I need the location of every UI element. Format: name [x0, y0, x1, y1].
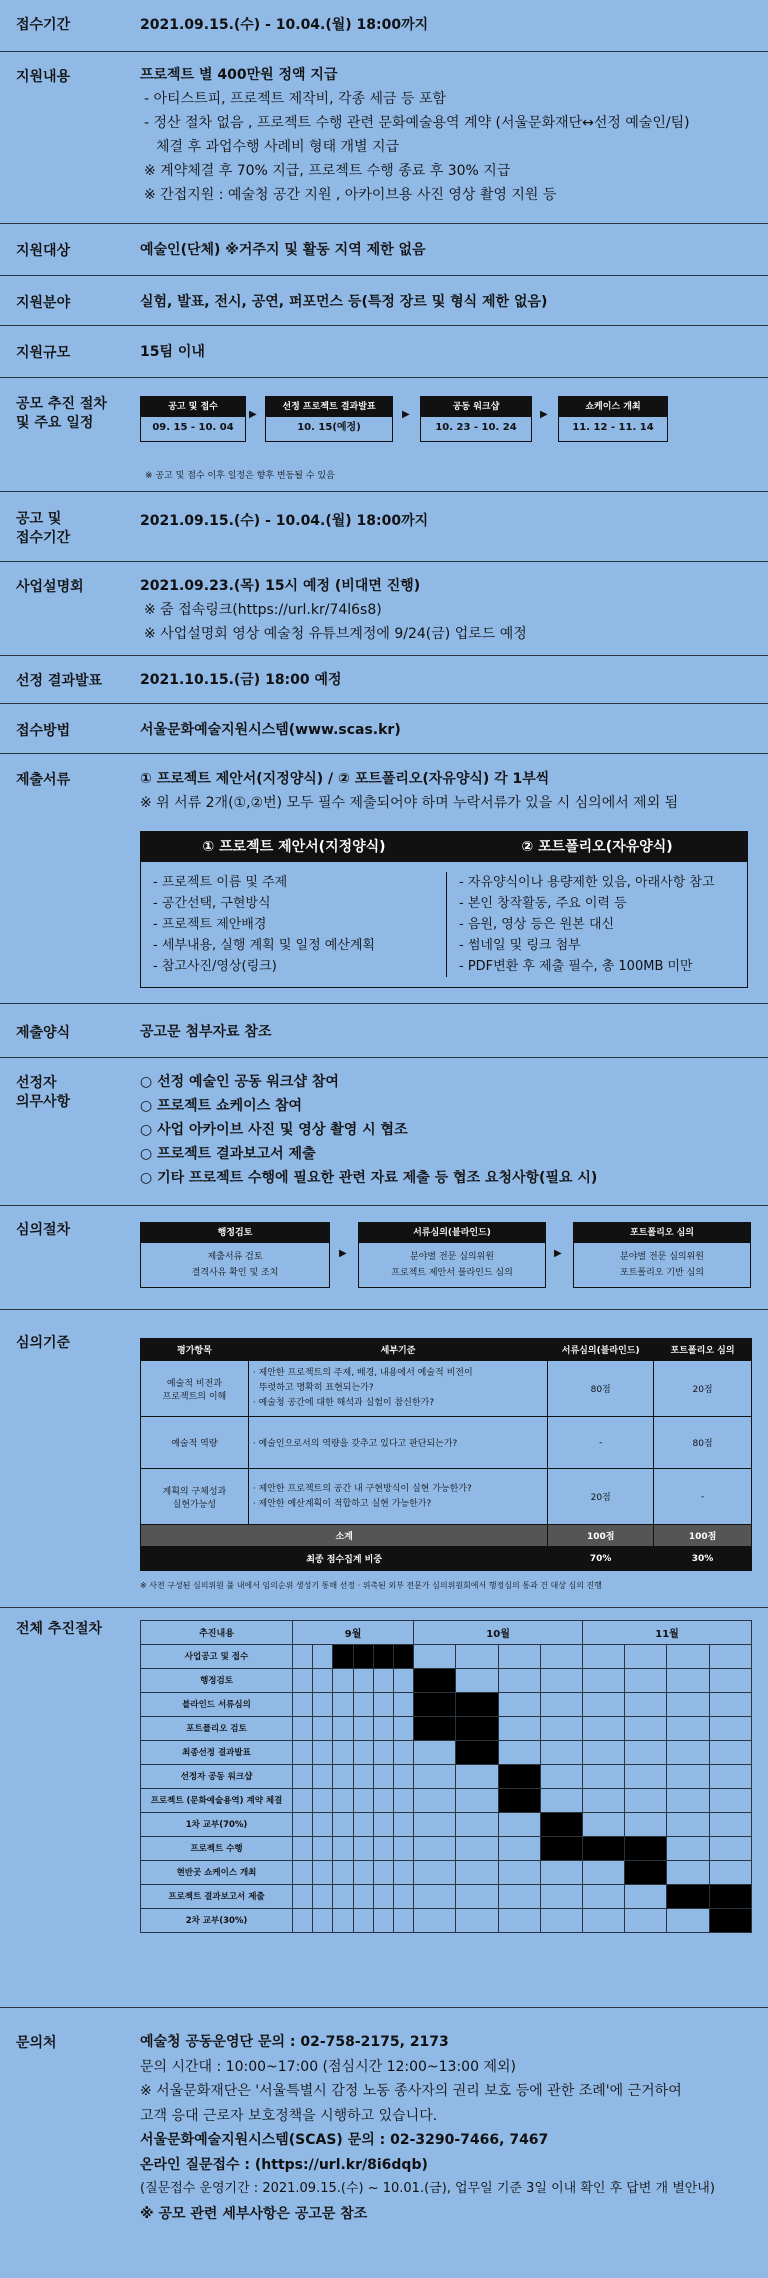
gantt-cell: [498, 1909, 540, 1933]
gantt-cell: [709, 1885, 751, 1909]
gantt-cell: [540, 1693, 582, 1717]
criteria-header: 서류심의(블라인드): [548, 1339, 654, 1361]
gantt-cell: [498, 1861, 540, 1885]
gantt-cell: [667, 1861, 709, 1885]
gantt-cell: [313, 1885, 333, 1909]
gantt-cell: [709, 1669, 751, 1693]
criteria-label: 심의기준: [16, 1335, 71, 1351]
criteria-header: 평가항목: [141, 1339, 249, 1361]
gantt-task: 블라인드 서류심의: [141, 1693, 293, 1717]
gantt-cell: [625, 1813, 667, 1837]
gantt-row-item: [141, 1789, 752, 1813]
gantt-cell: [333, 1813, 353, 1837]
gantt-cell: [625, 1861, 667, 1885]
gantt-cell: [373, 1813, 393, 1837]
criteria-header: 포트폴리오 심의: [654, 1339, 752, 1361]
gantt-cell: [353, 1741, 373, 1765]
gantt-cell: [393, 1717, 413, 1741]
duty-list: ○ 선정 예술인 공동 워크샵 참여 ○ 프로젝트 쇼케이스 참여 ○ 사업 아카이브 사진 및 영상 촬영 시 협조 ○ 프로젝트 결과보고서 제출 ○ 기타 프로젝트 수행에 필요한 관련 자료 제출 등 협조 요청사항(필요 시): [140, 1074, 598, 1186]
criteria-row: [0, 1310, 768, 1608]
gantt-cell: [393, 1669, 413, 1693]
gantt-cell: [625, 1693, 667, 1717]
gantt-cell: [393, 1909, 413, 1933]
gantt-cell: [583, 1669, 625, 1693]
field-row: [0, 276, 768, 326]
gantt-cell: [583, 1765, 625, 1789]
gantt-cell: [373, 1645, 393, 1669]
gantt-cell: [333, 1717, 353, 1741]
gantt-task: 2차 교부(30%): [141, 1909, 293, 1933]
contact-label: 문의처: [16, 2035, 57, 2051]
gantt-row-item: [141, 1909, 752, 1933]
gantt-cell: [414, 1861, 456, 1885]
gantt-cell: [625, 1669, 667, 1693]
gantt-cell: [313, 1837, 333, 1861]
docs-col1-title: ① 프로젝트 제안서(지정양식): [202, 839, 386, 855]
gantt-cell: [293, 1717, 313, 1741]
gantt-cell: [293, 1765, 313, 1789]
schedule-note: ※ 공고 및 접수 이후 일정은 향후 변동될 수 있음: [145, 471, 335, 481]
gantt-cell: [667, 1741, 709, 1765]
docs-label: 제출서류: [16, 772, 71, 788]
docs-row: [0, 754, 768, 1004]
gantt-cell: [456, 1741, 498, 1765]
gantt-cell: [414, 1693, 456, 1717]
gantt-cell: [393, 1693, 413, 1717]
gantt-cell: [540, 1813, 582, 1837]
criteria-row-item: 예술적 역량 · 예술인으로서의 역량을 갖추고 있다고 판단되는가? - 80점: [141, 1417, 752, 1469]
gantt-cell: [333, 1789, 353, 1813]
gantt-cell: [333, 1909, 353, 1933]
schedule-step: 공고 및 접수 09. 15 - 10. 04: [140, 396, 246, 442]
gantt-cell: [373, 1669, 393, 1693]
gantt-cell: [498, 1693, 540, 1717]
gantt-cell: [293, 1741, 313, 1765]
gantt-cell: [393, 1741, 413, 1765]
support-label: 지원내용: [16, 69, 71, 85]
gantt-cell: [293, 1789, 313, 1813]
gantt-cell: [583, 1861, 625, 1885]
criteria-table: [140, 1338, 752, 1571]
gantt-row-item: [141, 1765, 752, 1789]
gantt-cell: [313, 1813, 333, 1837]
gantt-cell: [625, 1909, 667, 1933]
gantt-cell: [313, 1741, 333, 1765]
gantt-cell: [540, 1909, 582, 1933]
gantt-cell: [709, 1861, 751, 1885]
gantt-cell: [393, 1789, 413, 1813]
result-label: 선정 결과발표: [16, 673, 103, 689]
gantt-cell: [667, 1645, 709, 1669]
gantt-cell: [583, 1885, 625, 1909]
gantt-cell: [583, 1741, 625, 1765]
gantt-cell: [583, 1693, 625, 1717]
gantt-cell: [583, 1789, 625, 1813]
gantt-cell: [540, 1885, 582, 1909]
schedule-step: 쇼케이스 개최 11. 12 - 11. 14: [558, 396, 668, 442]
gantt-cell: [540, 1765, 582, 1789]
result-row: [0, 656, 768, 704]
docs-col1-list: - 프로젝트 이름 및 주제 - 공간선택, 구현방식 - 프로젝트 제안배경 - 세부내용, 실행 계획 및 일정 예산계획 - 참고사진/영상(링크): [141, 872, 447, 977]
gantt-cell: [625, 1717, 667, 1741]
gantt-row: [0, 1608, 768, 2008]
gantt-cell: [414, 1813, 456, 1837]
format-row: [0, 1004, 768, 1058]
support-line: 체결 후 과업수행 사례비 형태 개별 지급: [156, 139, 400, 155]
gantt-cell: [373, 1789, 393, 1813]
gantt-cell: [540, 1717, 582, 1741]
support-line: - 정산 절차 없음 , 프로젝트 수행 관련 문화예술용역 계약 (서울문화재단↔선정 예술인/팀): [144, 115, 690, 131]
gantt-cell: [709, 1717, 751, 1741]
gantt-cell: [414, 1717, 456, 1741]
contact-section: [0, 2008, 768, 2278]
gantt-task: 사업공고 및 접수: [141, 1645, 293, 1669]
gantt-cell: [625, 1741, 667, 1765]
arrow-icon: ▶: [249, 409, 257, 420]
criteria-final: 최종 점수집계 비중 70% 30%: [141, 1547, 752, 1571]
field-label: 지원분야: [16, 295, 71, 311]
gantt-cell: [313, 1669, 333, 1693]
docs-line1: ① 프로젝트 제안서(지정양식) / ② 포트폴리오(자유양식) 각 1부씩: [140, 771, 550, 787]
gantt-cell: [456, 1789, 498, 1813]
notice-row: [0, 492, 768, 562]
gantt-cell: [456, 1813, 498, 1837]
gantt-cell: [583, 1813, 625, 1837]
gantt-cell: [313, 1693, 333, 1717]
gantt-cell: [498, 1765, 540, 1789]
gantt-cell: [540, 1861, 582, 1885]
gantt-cell: [667, 1717, 709, 1741]
gantt-cell: [293, 1669, 313, 1693]
gantt-cell: [333, 1837, 353, 1861]
gantt-row-item: [141, 1837, 752, 1861]
gantt-row-item: [141, 1861, 752, 1885]
gantt-cell: [498, 1669, 540, 1693]
briefing-label: 사업설명회: [16, 579, 84, 595]
notice-value: 2021.09.15.(수) - 10.04.(월) 18:00까지: [140, 513, 429, 529]
gantt-cell: [456, 1693, 498, 1717]
gantt-cell: [333, 1669, 353, 1693]
gantt-cell: [625, 1837, 667, 1861]
gantt-task: 선정자 공동 워크샵: [141, 1765, 293, 1789]
gantt-cell: [414, 1789, 456, 1813]
gantt-cell: [456, 1669, 498, 1693]
gantt-cell: [498, 1717, 540, 1741]
gantt-cell: [293, 1885, 313, 1909]
gantt-task: 현반곳 쇼케이스 개최: [141, 1861, 293, 1885]
gantt-cell: [498, 1741, 540, 1765]
gantt-cell: [667, 1909, 709, 1933]
gantt-cell: [583, 1837, 625, 1861]
schedule-step: 공동 워크샵 10. 23 - 10. 24: [420, 396, 532, 442]
field-value: 실험, 발표, 전시, 공연, 퍼포먼스 등(특정 장르 및 형식 제한 없음): [140, 294, 548, 310]
support-line: ※ 간접지원 : 예술청 공간 지원 , 아카이브용 사진 영상 촬영 지원 등: [144, 187, 557, 203]
gantt-cell: [625, 1789, 667, 1813]
arrow-icon: ▶: [540, 409, 548, 420]
gantt-cell: [373, 1741, 393, 1765]
gantt-cell: [353, 1669, 373, 1693]
gantt-cell: [540, 1789, 582, 1813]
gantt-task: 포트폴리오 검토: [141, 1717, 293, 1741]
gantt-cell: [393, 1645, 413, 1669]
gantt-cell: [414, 1885, 456, 1909]
gantt-cell: [709, 1693, 751, 1717]
gantt-cell: [333, 1693, 353, 1717]
briefing-content: 2021.09.23.(목) 15시 예정 (비대면 진행) ※ 줌 접속링크(https://url.kr/74l6s8) ※ 사업설명회 영상 예술청 유튜브계정에 9/24(금) 업로드 예정: [140, 578, 527, 642]
gantt-cell: [353, 1861, 373, 1885]
gantt-cell: [583, 1909, 625, 1933]
gantt-cell: [540, 1837, 582, 1861]
gantt-cell: [540, 1669, 582, 1693]
gantt-cell: [293, 1861, 313, 1885]
gantt-row-item: [141, 1669, 752, 1693]
gantt-cell: [414, 1645, 456, 1669]
gantt-cell: [709, 1813, 751, 1837]
gantt-cell: [293, 1693, 313, 1717]
gantt-row-item: [141, 1717, 752, 1741]
gantt-cell: [456, 1909, 498, 1933]
gantt-month: 11월: [583, 1621, 752, 1645]
duty-row: [0, 1058, 768, 1206]
criteria-subtotal: 소계 100점 100점: [141, 1525, 752, 1547]
gantt-row-item: [141, 1741, 752, 1765]
docs-col2-title: ② 포트폴리오(자유양식): [521, 839, 673, 855]
support-line: ※ 계약체결 후 70% 지급, 프로젝트 수행 종료 후 30% 지급: [144, 163, 511, 179]
gantt-cell: [709, 1741, 751, 1765]
gantt-cell: [498, 1885, 540, 1909]
gantt-cell: [414, 1669, 456, 1693]
gantt-cell: [625, 1765, 667, 1789]
gantt-cell: [293, 1909, 313, 1933]
gantt-cell: [709, 1909, 751, 1933]
docs-table: [140, 831, 748, 988]
gantt-cell: [353, 1789, 373, 1813]
gantt-cell: [373, 1693, 393, 1717]
method-row: [0, 704, 768, 754]
gantt-task: 행정검토: [141, 1669, 293, 1693]
criteria-row-item: 계획의 구체성과 실현가능성 · 제안한 프로젝트의 공간 내 구현방식이 실현 가능한가? · 제안한 예산계획이 적합하고 실현 가능한가? 20점 -: [141, 1469, 752, 1525]
gantt-cell: [456, 1837, 498, 1861]
support-line: - 아티스트피, 프로젝트 제작비, 각종 세금 등 포함: [144, 91, 447, 107]
support-content: [140, 63, 750, 207]
arrow-icon: ▶: [402, 409, 410, 420]
review-label: 심의절차: [16, 1222, 71, 1238]
gantt-cell: [373, 1885, 393, 1909]
gantt-cell: [353, 1765, 373, 1789]
review-step: 서류심의(블라인드) 분야별 전문 심의위원 프로젝트 제안서 블라인드 심의: [358, 1222, 546, 1288]
gantt-cell: [353, 1645, 373, 1669]
gantt-cell: [333, 1765, 353, 1789]
gantt-cell: [456, 1717, 498, 1741]
gantt-cell: [498, 1813, 540, 1837]
review-row: [0, 1206, 768, 1310]
gantt-task: 프로젝트 결과보고서 제출: [141, 1885, 293, 1909]
target-row: [0, 224, 768, 276]
gantt-header: 추진내용: [141, 1621, 293, 1645]
target-label: 지원대상: [16, 243, 71, 259]
gantt-cell: [456, 1645, 498, 1669]
gantt-cell: [353, 1885, 373, 1909]
gantt-cell: [583, 1645, 625, 1669]
schedule-label: 공모 추진 절차 및 주요 일정: [16, 396, 107, 431]
gantt-cell: [625, 1885, 667, 1909]
schedule-row: [0, 378, 768, 492]
gantt-cell: [709, 1837, 751, 1861]
review-step: 포트폴리오 심의 분야별 전문 심의위원 포트폴리오 기반 심의: [573, 1222, 751, 1288]
gantt-cell: [709, 1789, 751, 1813]
method-value: 서울문화예술지원시스템(www.scas.kr): [140, 722, 401, 738]
gantt-cell: [414, 1909, 456, 1933]
gantt-cell: [667, 1837, 709, 1861]
format-value: 공고문 첨부자료 참조: [140, 1024, 272, 1040]
format-label: 제출양식: [16, 1025, 71, 1041]
criteria-row-item: 예술적 비전과 프로젝트의 이해 · 제안한 프로젝트의 주제, 배경, 내용에서 예술적 비전이 뚜렷하고 명확히 표현되는가? · 예술청 공간에 대한 해석과 실험이 참신한가? 80점 20점: [141, 1361, 752, 1417]
gantt-cell: [456, 1885, 498, 1909]
criteria-header: 세부기준: [248, 1339, 547, 1361]
gantt-cell: [313, 1717, 333, 1741]
gantt-cell: [540, 1645, 582, 1669]
gantt-row-item: [141, 1885, 752, 1909]
gantt-cell: [667, 1765, 709, 1789]
gantt-cell: [456, 1861, 498, 1885]
gantt-cell: [667, 1789, 709, 1813]
gantt-cell: [393, 1765, 413, 1789]
result-value: 2021.10.15.(금) 18:00 예정: [140, 672, 342, 688]
period-label: 접수기간: [16, 17, 71, 33]
contact-content: 예술청 공동운영단 문의 : 02-758-2175, 2173 문의 시간대 : 10:00~17:00 (점심시간 12:00~13:00 제외) ※ 서울문화재단은 '서울특별시 감정 노동 종사자의 권리 보호 등에 관한 조례'에 근거하여 고객 응대 근로자 보호정책을 시행하고 있습니다. 서울문화예술지원시스템(SCAS) 문의 : 02-3290-7466, 7467 온라인 질문접수 : (https://url.kr/8i6dqb) (질문접수 운영기간 : 2021.09.15.(수) ~ 10.01.(금), 업무일 기준 3일 이내 확인 후 답변 개 별안내) ※ 공모 관련 세부사항은 공고문 참조: [140, 2034, 715, 2222]
support-line: 프로젝트 별 400만원 정액 지급: [140, 67, 338, 83]
gantt-cell: [709, 1645, 751, 1669]
gantt-cell: [333, 1645, 353, 1669]
gantt-row-item: [141, 1813, 752, 1837]
support-row: [0, 52, 768, 224]
gantt-cell: [393, 1885, 413, 1909]
notice-label: 공고 및 접수기간: [16, 511, 71, 546]
gantt-cell: [583, 1717, 625, 1741]
gantt-cell: [393, 1837, 413, 1861]
gantt-cell: [498, 1837, 540, 1861]
docs-line2: ※ 위 서류 2개(①,②번) 모두 필수 제출되어야 하며 누락서류가 있을 시 심의에서 제외 됨: [140, 795, 679, 811]
method-label: 접수방법: [16, 723, 71, 739]
gantt-cell: [313, 1765, 333, 1789]
arrow-icon: ▶: [554, 1248, 562, 1259]
gantt-cell: [333, 1861, 353, 1885]
scale-value: 15팀 이내: [140, 344, 205, 360]
gantt-cell: [498, 1645, 540, 1669]
gantt-cell: [709, 1765, 751, 1789]
gantt-cell: [540, 1741, 582, 1765]
gantt-cell: [313, 1789, 333, 1813]
arrow-icon: ▶: [339, 1248, 347, 1259]
gantt-cell: [667, 1693, 709, 1717]
gantt-task: 프로젝트 (문화예술용역) 계약 체결: [141, 1789, 293, 1813]
gantt-cell: [414, 1741, 456, 1765]
gantt-cell: [393, 1813, 413, 1837]
gantt-cell: [414, 1837, 456, 1861]
period-value: 2021.09.15.(수) - 10.04.(월) 18:00까지: [140, 17, 429, 33]
gantt-cell: [353, 1813, 373, 1837]
gantt-cell: [373, 1837, 393, 1861]
gantt-cell: [373, 1765, 393, 1789]
gantt-cell: [353, 1717, 373, 1741]
gantt-cell: [414, 1765, 456, 1789]
gantt-cell: [333, 1885, 353, 1909]
gantt-task: 최종선정 결과발표: [141, 1741, 293, 1765]
gantt-cell: [313, 1909, 333, 1933]
gantt-cell: [313, 1861, 333, 1885]
gantt-row-item: [141, 1645, 752, 1669]
gantt-cell: [373, 1861, 393, 1885]
gantt-cell: [667, 1669, 709, 1693]
gantt-cell: [293, 1813, 313, 1837]
gantt-label: 전체 추진절차: [16, 1621, 103, 1637]
gantt-cell: [373, 1909, 393, 1933]
scale-row: [0, 326, 768, 378]
gantt-month: 9월: [293, 1621, 414, 1645]
gantt-cell: [498, 1789, 540, 1813]
gantt-cell: [393, 1861, 413, 1885]
gantt-cell: [353, 1837, 373, 1861]
briefing-row: [0, 562, 768, 656]
gantt-month: 10월: [414, 1621, 583, 1645]
review-step: 행정검토 제출서류 검토 결격사유 확인 및 조치: [140, 1222, 330, 1288]
gantt-cell: [625, 1645, 667, 1669]
gantt-cell: [353, 1909, 373, 1933]
schedule-step: 선정 프로젝트 결과발표 10. 15(예정): [265, 396, 393, 442]
gantt-task: 1차 교부(70%): [141, 1813, 293, 1837]
scale-label: 지원규모: [16, 345, 71, 361]
gantt-cell: [313, 1645, 333, 1669]
gantt-cell: [667, 1813, 709, 1837]
gantt-cell: [667, 1885, 709, 1909]
period-row: [0, 0, 768, 52]
target-value: 예술인(단체) ※거주지 및 활동 지역 제한 없음: [140, 242, 426, 258]
gantt-cell: [373, 1717, 393, 1741]
duty-label: 선정자 의무사항: [16, 1075, 71, 1110]
gantt-cell: [293, 1837, 313, 1861]
gantt-cell: [293, 1645, 313, 1669]
gantt-cell: [456, 1765, 498, 1789]
gantt-cell: [333, 1741, 353, 1765]
gantt-table: [140, 1620, 752, 1933]
gantt-cell: [353, 1693, 373, 1717]
docs-col2-list: - 자유양식이나 용량제한 있음, 아래사항 참고 - 본인 창작활동, 주요 이력 등 - 음원, 영상 등은 원본 대신 - 썸네일 및 링크 첨부 - PDF변환 후 제출 필수, 총 100MB 미만: [459, 875, 715, 974]
gantt-task: 프로젝트 수행: [141, 1837, 293, 1861]
criteria-note: ※ 사전 구성된 심의위원 풀 내에서 임의순위 생성기 통해 선정 · 위촉된 외부 전문가 심의위원회에서 행정심의 통과 건 대상 심의 진행: [140, 1581, 602, 1590]
gantt-row-item: [141, 1693, 752, 1717]
